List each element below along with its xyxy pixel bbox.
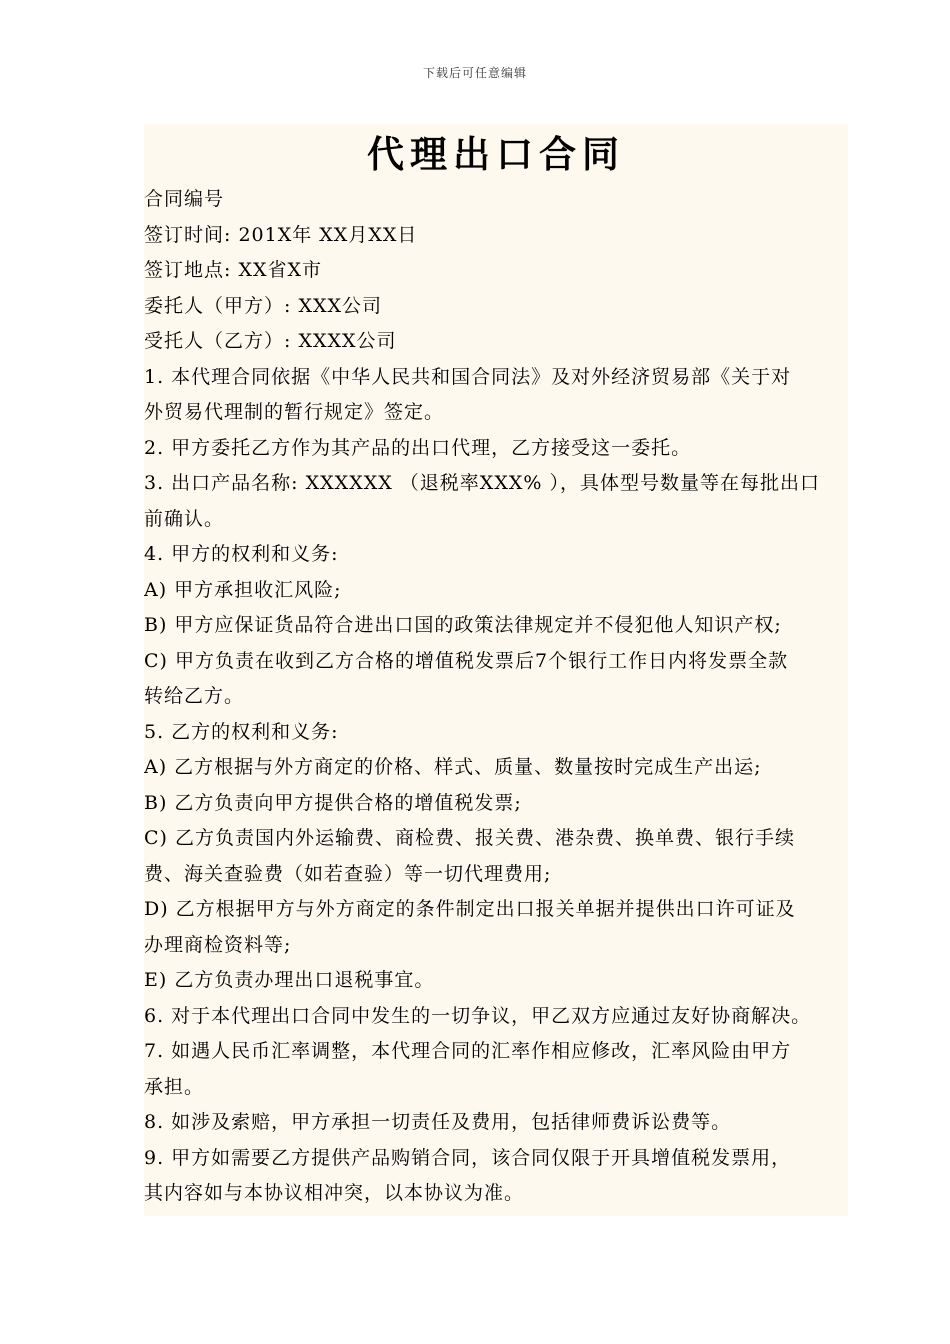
contract-line: 签订时间: 201X年 XX月XX日 (144, 223, 418, 246)
contract-line: 合同编号 (144, 188, 225, 210)
contract-body (144, 124, 848, 1216)
contract-line: 费、海关查验费（如若查验）等一切代理费用; (144, 862, 552, 885)
contract-line: 4. 甲方的权利和义务: (144, 543, 339, 565)
contract-line: 受托人（乙方）: XXXX公司 (144, 330, 397, 352)
contract-line: B) 甲方应保证货品符合进出口国的政策法律规定并不侵犯他人知识产权; (144, 614, 782, 636)
contract-line: 7. 如遇人民币汇率调整，本代理合同的汇率作相应修改，汇率风险由甲方 (144, 1040, 792, 1062)
contract-line: 6. 对于本代理出口合同中发生的一切争议，甲乙双方应通过友好协商解决。 (144, 1004, 812, 1027)
contract-line: 5. 乙方的权利和义务: (144, 720, 339, 743)
contract-line: 2. 甲方委托乙方作为其产品的出口代理，乙方接受这一委托。 (144, 436, 692, 459)
contract-line: 转给乙方。 (144, 685, 245, 707)
contract-line: C) 甲方负责在收到乙方合格的增值税发票后7个银行工作日内将发票全款 (144, 649, 789, 672)
contract-line: 1. 本代理合同依据《中华人民共和国合同法》及对外经济贸易部《关于对 (144, 365, 792, 388)
contract-line: 签订地点: XX省X市 (144, 259, 323, 281)
contract-lines (144, 182, 848, 1212)
document-title: 代理出口合同 (367, 132, 625, 176)
contract-line: 其内容如与本协议相冲突，以本协议为准。 (144, 1182, 525, 1204)
contract-line: 前确认。 (144, 507, 225, 530)
contract-line: E) 乙方负责办理出口退税事宜。 (144, 969, 435, 991)
contract-line: 外贸易代理制的暂行规定》签定。 (144, 401, 445, 423)
contract-line: B) 乙方负责向甲方提供合格的增值税发票; (144, 791, 522, 814)
contract-line: 委托人（甲方）: XXX公司 (144, 294, 383, 317)
contract-line: C) 乙方负责国内外运输费、商检费、报关费、港杂费、换单费、银行手续 (144, 827, 795, 849)
contract-line: D) 乙方根据甲方与外方商定的条件制定出口报关单据并提供出口许可证及 (144, 898, 796, 920)
contract-line: 承担。 (144, 1075, 205, 1098)
contract-line: A) 甲方承担收汇风险; (144, 578, 342, 601)
contract-line: 9. 甲方如需要乙方提供产品购销合同，该合同仅限于开具增值税发票用， (144, 1146, 792, 1169)
contract-line: 办理商检资料等; (144, 933, 292, 956)
contract-line: 3. 出口产品名称: XXXXXX （退税率XXX% ），具体型号数量等在每批出口 (144, 472, 820, 494)
contract-line: 8. 如涉及索赔，甲方承担一切责任及费用，包括律师费诉讼费等。 (144, 1111, 732, 1133)
contract-line: A) 乙方根据与外方商定的价格、样式、质量、数量按时完成生产出运; (144, 756, 762, 778)
page-header-note: 下载后可任意编辑 (422, 66, 527, 80)
